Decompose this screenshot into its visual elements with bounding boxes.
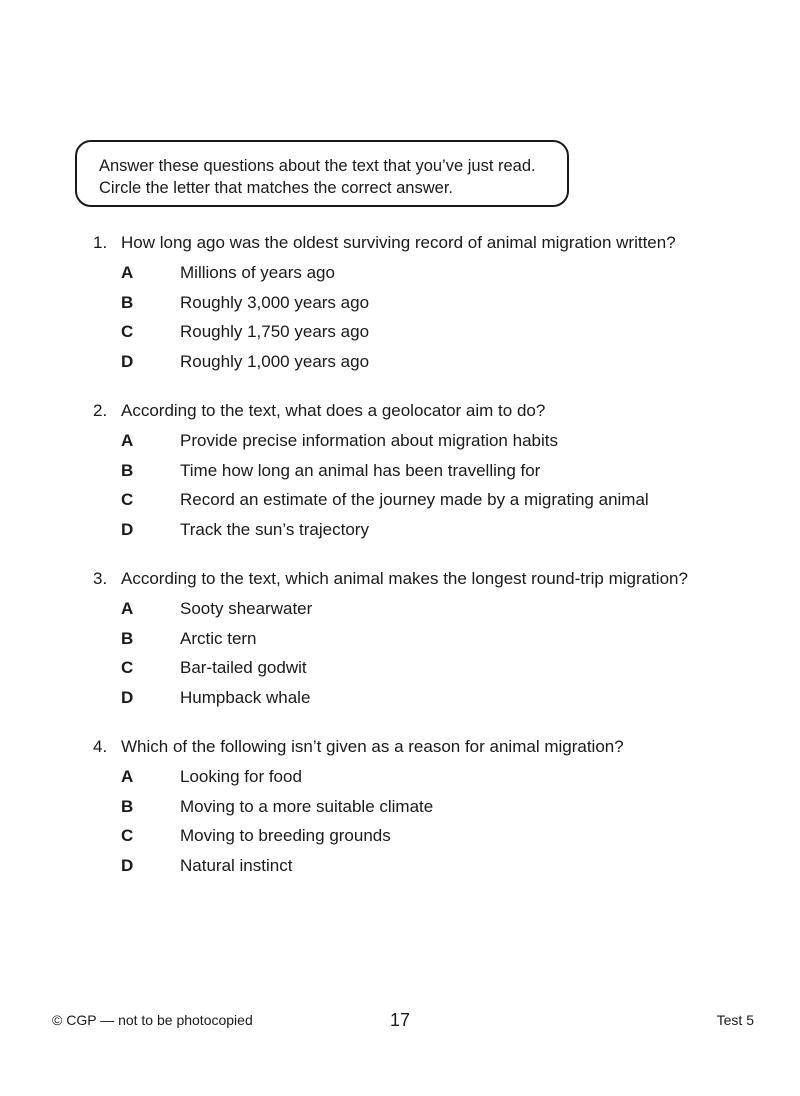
option-letter[interactable]: A xyxy=(121,767,134,786)
option-text: Time how long an animal has been travelling for xyxy=(180,460,541,480)
question-number: 4. xyxy=(93,737,108,756)
answer-option-d[interactable] xyxy=(93,347,676,377)
question-number: 1. xyxy=(93,233,108,252)
answer-option-d[interactable] xyxy=(93,515,649,545)
question-stem xyxy=(93,564,688,594)
option-text: Roughly 1,750 years ago xyxy=(180,322,370,341)
option-letter[interactable]: A xyxy=(121,431,134,450)
test-label: Test 5 xyxy=(716,1012,754,1028)
question-stem xyxy=(93,228,676,258)
option-text: Looking for food xyxy=(180,767,302,786)
question-4 xyxy=(93,732,624,880)
option-text: Millions of years ago xyxy=(180,263,335,282)
option-letter[interactable]: D xyxy=(121,687,134,707)
answer-option-b[interactable] xyxy=(93,624,688,654)
option-letter[interactable]: B xyxy=(121,628,134,648)
answer-option-c[interactable] xyxy=(93,485,649,515)
answer-option-b[interactable] xyxy=(93,288,676,318)
option-text: Roughly 1,000 years ago xyxy=(180,351,370,371)
instructions-box xyxy=(75,140,569,207)
question-2 xyxy=(93,396,649,544)
question-text: How long ago was the oldest surviving record of animal migration written? xyxy=(121,233,676,252)
page-number: 17 xyxy=(389,1010,411,1030)
answer-option-a[interactable] xyxy=(93,762,624,792)
answer-option-a[interactable] xyxy=(93,594,688,624)
instruction-line: Answer these questions about the text that you’ve just read. xyxy=(99,157,536,175)
option-letter[interactable]: D xyxy=(121,519,134,539)
option-letter[interactable]: C xyxy=(121,322,134,341)
option-letter[interactable]: B xyxy=(121,796,134,816)
question-text: Which of the following isn’t given as a reason for animal migration? xyxy=(121,737,624,756)
answer-option-d[interactable] xyxy=(93,851,624,881)
option-text: Provide precise information about migration habits xyxy=(180,431,558,450)
option-letter[interactable]: A xyxy=(121,599,134,618)
instruction-line: Circle the letter that matches the correct answer. xyxy=(99,179,453,197)
option-text: Track the sun’s trajectory xyxy=(180,519,369,539)
question-stem xyxy=(93,732,624,762)
option-text: Record an estimate of the journey made by a migrating animal xyxy=(180,490,649,509)
option-letter[interactable]: B xyxy=(121,460,134,480)
question-1 xyxy=(93,228,676,376)
question-number: 3. xyxy=(93,569,108,588)
option-letter[interactable]: C xyxy=(121,658,134,677)
option-letter[interactable]: D xyxy=(121,855,134,875)
option-text: Bar-tailed godwit xyxy=(180,658,307,677)
option-text: Humpback whale xyxy=(180,687,311,707)
question-stem xyxy=(93,396,649,426)
option-letter[interactable]: B xyxy=(121,292,134,312)
answer-option-b[interactable] xyxy=(93,792,624,822)
footer-copyright: © CGP — not to be photocopied xyxy=(52,1012,253,1028)
answer-option-d[interactable] xyxy=(93,683,688,713)
answer-option-a[interactable] xyxy=(93,426,649,456)
answer-option-c[interactable] xyxy=(93,821,624,851)
option-text: Natural instinct xyxy=(180,855,293,875)
question-text: According to the text, which animal makes the longest round-trip migration? xyxy=(121,569,688,588)
option-letter[interactable]: A xyxy=(121,263,134,282)
option-text: Sooty shearwater xyxy=(180,599,313,618)
answer-option-c[interactable] xyxy=(93,317,676,347)
option-text: Moving to a more suitable climate xyxy=(180,796,434,816)
answer-option-b[interactable] xyxy=(93,456,649,486)
option-letter[interactable]: C xyxy=(121,490,134,509)
answer-option-a[interactable] xyxy=(93,258,676,288)
question-3 xyxy=(93,564,688,712)
option-letter[interactable]: D xyxy=(121,351,134,371)
option-text: Arctic tern xyxy=(180,628,257,648)
answer-option-c[interactable] xyxy=(93,653,688,683)
option-text: Roughly 3,000 years ago xyxy=(180,292,370,312)
option-letter[interactable]: C xyxy=(121,826,134,845)
option-text: Moving to breeding grounds xyxy=(180,826,391,845)
question-number: 2. xyxy=(93,401,108,420)
question-text: According to the text, what does a geolocator aim to do? xyxy=(121,401,546,420)
